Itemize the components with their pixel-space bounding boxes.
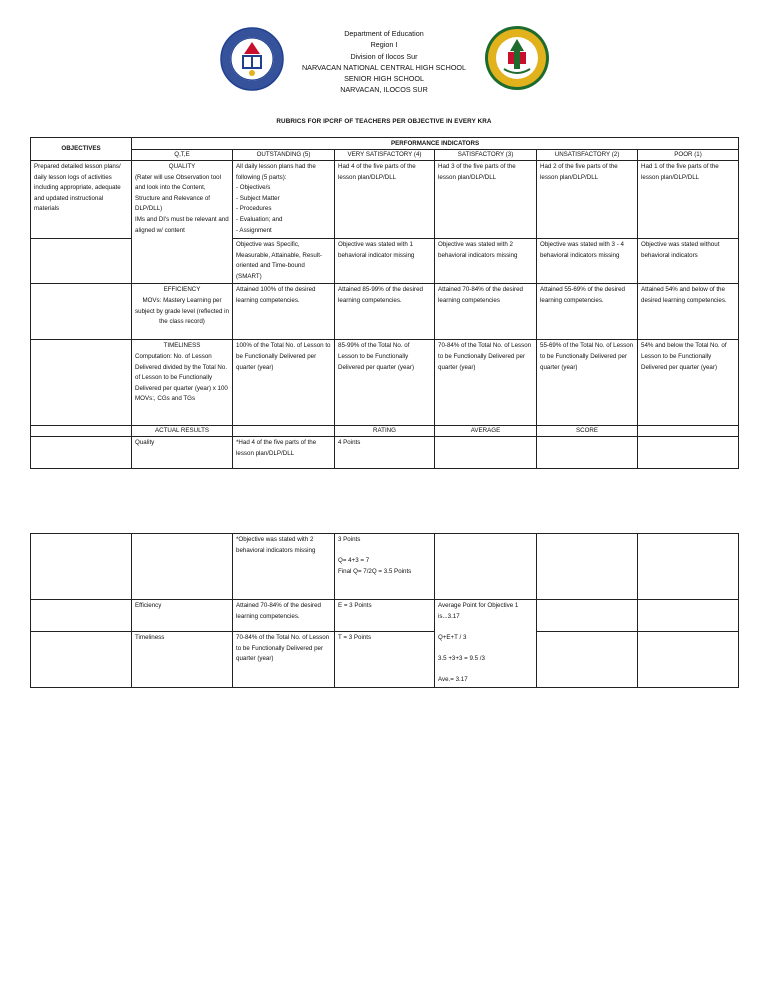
timeliness-outstanding: 100% of the Total No. of Lesson to be Functionally Delivered per quarter (year)	[233, 340, 335, 426]
efficiency-result-label: Efficiency	[132, 600, 233, 632]
timeliness-satisfactory: 70-84% of the Total No. of Lesson to be Functionally Delivered per quarter (year)	[435, 340, 537, 426]
average-header: AVERAGE	[435, 426, 537, 437]
header-line-5: SENIOR HIGH SCHOOL	[344, 74, 424, 84]
results-empty-cell	[638, 426, 739, 437]
results-empty-cell	[31, 426, 132, 437]
header-line-2: Region I	[370, 40, 398, 50]
timeliness-unsatisfactory: 55-69% of the Total No. of Lesson to be Functionally Delivered per quarter (year)	[537, 340, 638, 426]
quality-unsatisfactory-2: Objective was stated with 3 - 4 behavioral indicators missing	[537, 239, 638, 284]
quality-label: QUALITY	[168, 163, 196, 170]
quality-satisfactory-2: Objective was stated with 2 behavioral indicators missing	[435, 239, 537, 284]
continuation-empty-cell	[132, 534, 233, 600]
efficiency-criteria-cell	[132, 284, 233, 340]
continuation-empty-cell	[638, 632, 739, 688]
timeliness-very-satisfactory: 85-99% of the Total No. of Lesson to be Functionally Delivered per quarter (year)	[335, 340, 435, 426]
quality-outstanding-1: All daily lesson plans had the following (5 parts): - Objective/s - Subject Matter - Procedures - Evaluation; and - Assignment	[233, 161, 335, 239]
results-empty-cell	[638, 437, 739, 469]
header-line-6: NARVACAN, ILOCOS SUR	[340, 85, 428, 95]
quality-unsatisfactory-1: Had 2 of the five parts of the lesson plan/DLP/DLL	[537, 161, 638, 239]
timeliness-poor: 54% and below the Total No. of Lesson to be Functionally Delivered per quarter (year)	[638, 340, 739, 426]
quality-very-satisfactory-1: Had 4 of the five parts of the lesson plan/DLP/DLL	[335, 161, 435, 239]
continuation-empty-cell	[435, 534, 537, 600]
continuation-empty-cell	[31, 632, 132, 688]
timeliness-description: Computation: No. of Lesson Delivered divided by the Total No. of Lesson to be Functionally Delivered per quarter (year) x 100 MOVs:, CGs and TGs	[135, 352, 228, 403]
quality-actual-2: *Objective was stated with 2 behavioral indicators missing	[233, 534, 335, 600]
header-line-3: Division of Ilocos Sur	[350, 51, 418, 61]
results-empty-cell	[537, 437, 638, 469]
document-title: RUBRICS FOR IPCRF OF TEACHERS PER OBJECTIVE IN EVERY KRA	[276, 118, 492, 125]
continuation-empty-cell	[537, 600, 638, 632]
continuation-empty-cell	[537, 632, 638, 688]
header-line-4: NARVACAN NATIONAL CENTRAL HIGH SCHOOL	[301, 62, 466, 72]
column-header-qte: Q,T,E	[132, 150, 233, 161]
column-header-outstanding: OUTSTANDING (5)	[233, 150, 335, 161]
quality-result-rating: 4 Points	[335, 437, 435, 469]
continuation-empty-cell	[638, 534, 739, 600]
timeliness-result-label: Timeliness	[132, 632, 233, 688]
column-header-poor: POOR (1)	[638, 150, 739, 161]
quality-poor-2: Objective was stated without behavioral indicators	[638, 239, 739, 284]
quality-result-actual: *Had 4 of the five parts of the lesson plan/DLP/DLL	[233, 437, 335, 469]
continuation-empty-cell	[31, 600, 132, 632]
efficiency-outstanding: Attained 100% of the desired learning competencies.	[233, 284, 335, 340]
quality-poor-1: Had 1 of the five parts of the lesson plan/DLP/DLL	[638, 161, 739, 239]
rating-header: RATING	[335, 426, 435, 437]
results-empty-cell	[31, 437, 132, 469]
timeliness-label: TIMELINESS	[163, 342, 201, 350]
quality-description: (Rater will use Observation tool and look into the Content, Structure and Relevance of DLP/DLL) IMs and DI's must be relevant and aligned w/ content	[135, 173, 229, 234]
timeliness-result-rating: T = 3 Points	[335, 632, 435, 688]
efficiency-poor: Attained 54% and below of the desired learning competencies.	[638, 284, 739, 340]
results-continuation-table	[30, 533, 739, 688]
average-computation: Average Point for Objective 1 is...3.17 Q+E+T / 3 3.5 +3+3 = 9.5 /3 Ave.= 3.17	[435, 600, 537, 688]
timeliness-result-actual: 70-84% of the Total No. of Lesson to be Functionally Delivered per quarter (year)	[233, 632, 335, 688]
quality-criteria-cell	[132, 161, 233, 284]
efficiency-result-rating: E = 3 Points	[335, 600, 435, 632]
objective-empty-cell	[31, 284, 132, 340]
column-header-very-satisfactory: VERY SATISFACTORY (4)	[335, 150, 435, 161]
quality-result-label: Quality	[132, 437, 233, 469]
quality-very-satisfactory-2: Objective was stated with 1 behavioral indicator missing	[335, 239, 435, 284]
objective-empty-cell	[31, 340, 132, 426]
efficiency-label: EFFICIENCY	[163, 286, 201, 294]
performance-indicators-header: PERFORMANCE INDICATORS	[132, 138, 739, 150]
continuation-empty-cell	[31, 534, 132, 600]
column-header-unsatisfactory: UNSATISFACTORY (2)	[537, 150, 638, 161]
actual-results-header: ACTUAL RESULTS	[132, 426, 233, 437]
objective-empty-cell	[31, 239, 132, 284]
efficiency-satisfactory: Attained 70-84% of the desired learning competencies	[435, 284, 537, 340]
timeliness-criteria-cell	[132, 340, 233, 426]
continuation-empty-cell	[537, 534, 638, 600]
quality-rating-2: 3 Points Q= 4+3 = 7 Final Q= 7/2Q = 3.5 Points	[335, 534, 435, 600]
efficiency-very-satisfactory: Attained 85-99% of the desired learning competencies.	[335, 284, 435, 340]
continuation-empty-cell	[638, 600, 739, 632]
objectives-header: OBJECTIVES	[31, 138, 132, 161]
header-line-1: Department of Education	[344, 29, 424, 38]
column-header-satisfactory: SATISFACTORY (3)	[435, 150, 537, 161]
efficiency-unsatisfactory: Attained 55-69% of the desired learning competencies.	[537, 284, 638, 340]
results-empty-cell	[233, 426, 335, 437]
results-empty-cell	[435, 437, 537, 469]
quality-outstanding-2: Objective was Specific, Measurable, Attainable, Result-oriented and Time-bound (SMART)	[233, 239, 335, 284]
efficiency-result-actual: Attained 70-84% of the desired learning competencies.	[233, 600, 335, 632]
letterhead	[0, 28, 768, 96]
quality-satisfactory-1: Had 3 of the five parts of the lesson plan/DLP/DLL	[435, 161, 537, 239]
rubric-table	[30, 137, 739, 469]
score-header: SCORE	[537, 426, 638, 437]
objective-text: Prepared detailed lesson plans/ daily lesson logs of activities including appropriate, adequate and updated instructional materials	[31, 161, 132, 239]
efficiency-description: MOVs: Mastery Learning per subject by grade level (reflected in the class record)	[135, 296, 229, 326]
